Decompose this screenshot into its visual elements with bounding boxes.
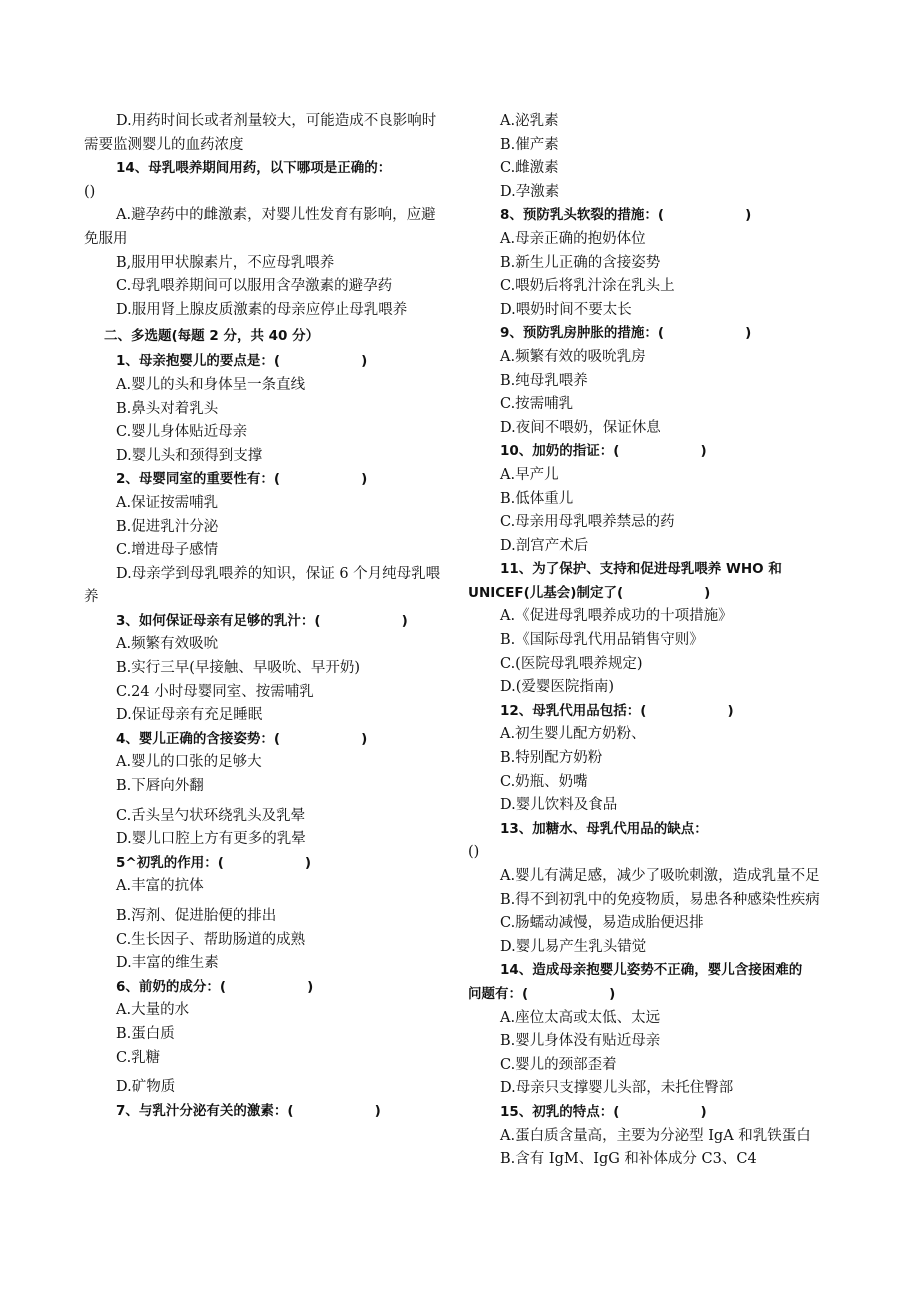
question-line: 12、母乳代用品包括：( ) — [500, 702, 734, 719]
text-line: A.大量的水 — [116, 1002, 190, 1019]
question-line: UNICEF(儿基会)制定了( ) — [468, 584, 711, 601]
text-line: A.婴儿有满足感，减少了吸吮刺激，造成乳量不足 — [500, 868, 820, 884]
question-line: 11、为了保护、支持和促进母乳喂养 WHO 和 — [500, 561, 782, 578]
text-line: A.母亲正确的抱奶体位 — [500, 230, 646, 247]
text-line: C.乳糖 — [116, 1049, 161, 1066]
text-line: B.蛋白质 — [116, 1025, 175, 1042]
text-line: C.母乳喂养期间可以服用含孕激素的避孕药 — [116, 278, 393, 295]
text-line: B.促进乳汁分泌 — [116, 518, 219, 535]
question-line: 9、预防乳房肿胀的措施：( ) — [500, 325, 752, 342]
text-line: D.矿物质 — [116, 1079, 176, 1096]
text-line: C.舌头呈勺状环绕乳头及乳晕 — [116, 807, 306, 824]
text-line: A.蛋白质含量高，主要为分泌型 IgA 和乳铁蛋白 — [500, 1127, 811, 1144]
question-line: 4、婴儿正确的含接姿势：( ) — [116, 730, 368, 747]
text-line: A.早产儿 — [500, 466, 559, 483]
text-line: C.24 小时母婴同室、按需哺乳 — [116, 683, 314, 700]
question-line: 1、母亲抱婴儿的要点是：( ) — [116, 353, 368, 370]
text-line: D.服用肾上腺皮质激素的母亲应停止母乳喂养 — [116, 301, 408, 318]
question-line: 3、如何保证母亲有足够的乳汁：( ) — [116, 612, 408, 629]
text-line: D.用药时间长或者剂量较大，可能造成不良影响时 — [116, 113, 437, 129]
text-line: A.泌乳素 — [500, 113, 559, 129]
question-line: 10、加奶的指证：( ) — [500, 443, 707, 460]
question-line: 5^初乳的作用：( ) — [116, 854, 312, 871]
text-line: B.《国际母乳代用品销售守则》 — [500, 632, 704, 649]
text-line: A.婴儿的口张的足够大 — [116, 754, 262, 771]
text-line: D.孕激素 — [500, 183, 560, 200]
text-line: D.婴儿口腔上方有更多的乳晕 — [116, 831, 306, 848]
text-line: A.座位太高或太低、太远 — [500, 1009, 661, 1026]
question-line: 问题有：( ) — [468, 985, 616, 1002]
question-line: 8、预防乳头软裂的措施：( ) — [500, 207, 752, 224]
text-line: A.频繁有效的吸吮乳房 — [500, 348, 646, 365]
text-line: D.母亲学到母乳喂养的知识，保证 6 个月纯母乳喂 — [116, 565, 441, 582]
text-line: C.增进母子感情 — [116, 542, 219, 559]
right-column — [468, 110, 840, 1172]
text-line: D.婴儿头和颈得到支撑 — [116, 447, 263, 464]
question-line: 二、多选题(每题 2 分，共 40 分） — [104, 328, 320, 345]
question-line: 6、前奶的成分：( ) — [116, 978, 314, 995]
question-line: 2、母婴同室的重要性有：( ) — [116, 471, 368, 488]
text-line: B.实行三早(早接触、早吸吮、早开奶) — [116, 660, 361, 677]
text-line: C.婴儿身体贴近母亲 — [116, 424, 248, 441]
text-line: 养 — [84, 589, 99, 606]
text-line: B.新生儿正确的含接姿势 — [500, 254, 661, 271]
text-line: D.夜间不喂奶，保证休息 — [500, 419, 661, 436]
text-line: D.母亲只支撑婴儿头部，未托住臀部 — [500, 1080, 734, 1097]
text-line: C.婴儿的颈部歪着 — [500, 1056, 617, 1073]
text-line: D.丰富的维生素 — [116, 955, 219, 972]
text-line: C.喂奶后将乳汁涂在乳头上 — [500, 278, 675, 295]
text-line: 免服用 — [84, 230, 128, 247]
text-line: D.婴儿易产生乳头错觉 — [500, 938, 647, 955]
text-line: B.含有 IgM、IgG 和补体成分 C3、C4 — [500, 1151, 757, 1168]
text-line: C.生长因子、帮助肠道的成熟 — [116, 931, 306, 948]
text-line: D.(爱婴医院指南) — [500, 679, 615, 696]
text-line: C.奶瓶、奶嘴 — [500, 773, 588, 790]
text-line: B.得不到初乳中的免疫物质，易患各种感染性疾病 — [500, 891, 820, 908]
question-line: 7、与乳汁分泌有关的激素：( ) — [116, 1102, 381, 1119]
text-line: A.婴儿的头和身体呈一条直线 — [116, 376, 306, 393]
text-line: C.雌激素 — [500, 160, 559, 177]
question-line: 14、造成母亲抱婴儿姿势不正确，婴儿含接困难的 — [500, 962, 803, 979]
text-line: B.纯母乳喂养 — [500, 372, 588, 389]
text-line: A.保证按需哺乳 — [116, 494, 219, 511]
text-line: A.避孕药中的雌激素，对婴儿性发育有影响，应避 — [116, 207, 436, 224]
text-line: A.频繁有效吸吮 — [116, 636, 219, 653]
text-line: B.特别配方奶粉 — [500, 750, 603, 767]
text-line: () — [468, 844, 480, 861]
text-line: D.剖宫产术后 — [500, 537, 589, 554]
text-line: B.低体重儿 — [500, 490, 574, 507]
text-line: B.婴儿身体没有贴近母亲 — [500, 1033, 661, 1050]
question-line: 15、初乳的特点：( ) — [500, 1103, 707, 1120]
text-line: B.泻剂、促进胎便的排出 — [116, 908, 277, 924]
text-line: D.婴儿饮料及食品 — [500, 797, 618, 814]
text-line: C.(医院母乳喂养规定) — [500, 655, 643, 672]
text-line: C.母亲用母乳喂养禁忌的药 — [500, 514, 675, 531]
text-line: D.保证母亲有充足睡眠 — [116, 707, 263, 724]
text-line: 需要监测婴儿的血药浓度 — [84, 136, 244, 153]
question-line: 13、加糖水、母乳代用品的缺点： — [500, 820, 708, 837]
question-line: 14、母乳喂养期间用药，以下哪项是正确的： — [116, 160, 392, 177]
text-line: A.《促进母乳喂养成功的十项措施》 — [500, 608, 733, 625]
text-line: B.下唇向外翻 — [116, 778, 204, 795]
text-line: B.催产素 — [500, 136, 559, 153]
left-column — [84, 110, 462, 1123]
text-line: () — [84, 183, 96, 200]
text-line: C.肠蠕动减慢，易造成胎便迟排 — [500, 915, 704, 932]
text-line: C.按需哺乳 — [500, 396, 574, 413]
text-line: A.初生婴儿配方奶粉、 — [500, 726, 646, 743]
text-line: A.丰富的抗体 — [116, 878, 204, 895]
text-line: B.鼻头对着乳头 — [116, 400, 219, 417]
text-line: D.喂奶时间不要太长 — [500, 301, 632, 318]
text-line: B,服用甲状腺素片，不应母乳喂养 — [116, 254, 335, 271]
